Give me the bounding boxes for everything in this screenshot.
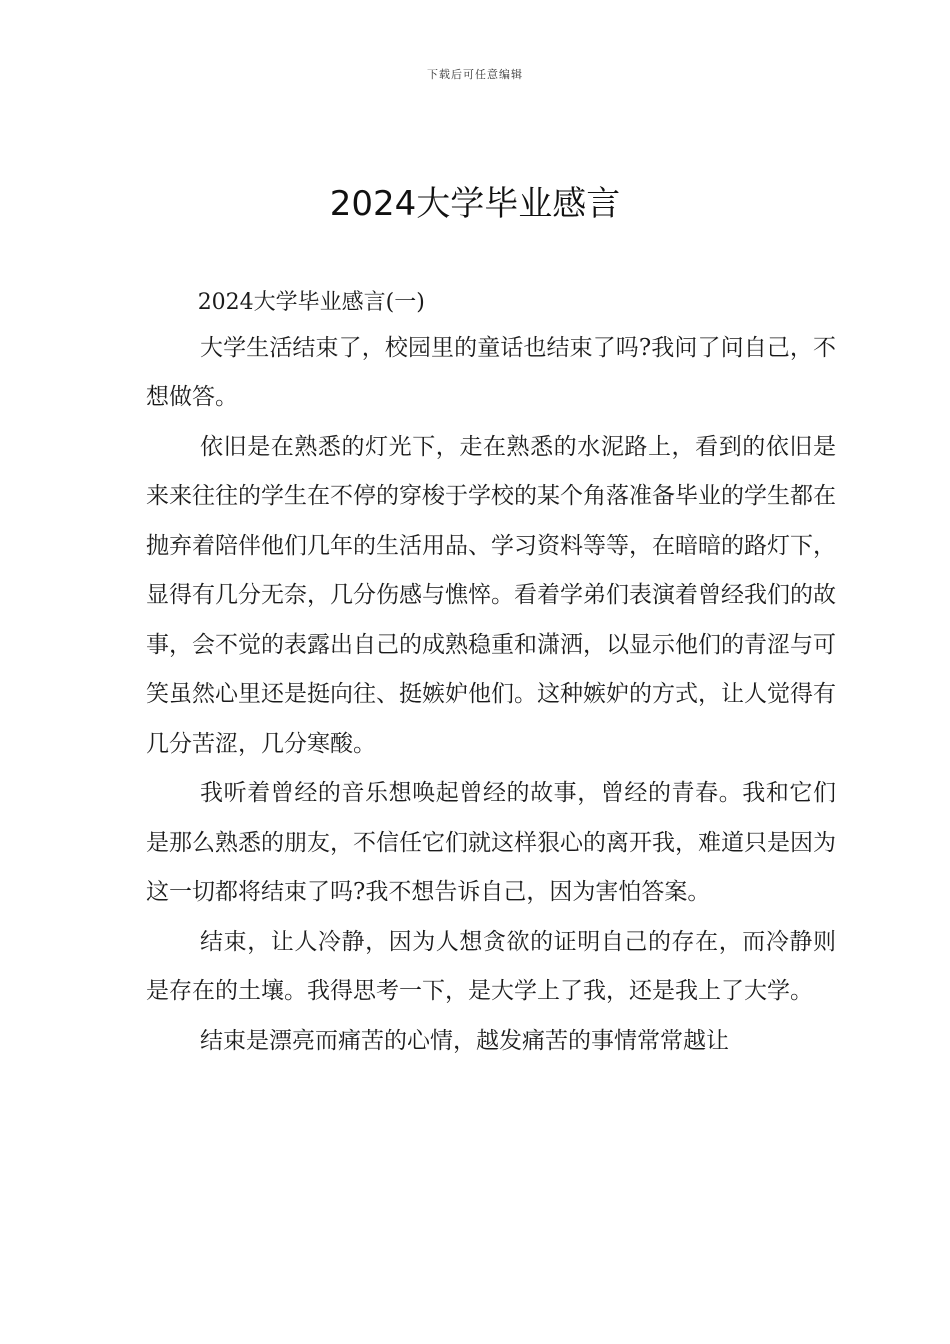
- paragraph-4: 结束，让人冷静，因为人想贪欲的证明自己的存在，而冷静则是存在的土壤。我得思考一下，是大学上了我，还是我上了大学。: [146, 928, 836, 1004]
- document-body: [146, 278, 836, 1066]
- header-note: 下载后可任意编辑: [427, 68, 523, 81]
- paragraph-5: 结束是漂亮而痛苦的心情，越发痛苦的事情常常越让: [200, 1027, 730, 1054]
- paragraph-3: 我听着曾经的音乐想唤起曾经的故事，曾经的青春。我和它们是那么熟悉的朋友，不信任它们就这样狠心的离开我，难道只是因为这一切都将结束了吗?我不想告诉自己，因为害怕答案。: [146, 780, 836, 905]
- paragraph-2: 依旧是在熟悉的灯光下，走在熟悉的水泥路上，看到的依旧是来来往往的学生在不停的穿梭于学校的某个角落准备毕业的学生都在抛弃着陪伴他们几年的生活用品、学习资料等等，在暗暗的路灯下，显得有几分无奈，几分伤感与憔悴。看着学弟们表演着曾经我们的故事，会不觉的表露出自己的成熟稳重和潇洒，以显示他们的青涩与可笑虽然心里还是挺向往、挺嫉妒他们。这种嫉妒的方式，让人觉得有几分苦涩，几分寒酸。: [146, 433, 836, 757]
- section-subtitle: 2024大学毕业感言(一): [197, 290, 425, 315]
- document-title: 2024大学毕业感言: [329, 184, 621, 224]
- paragraph-1: 大学生活结束了，校园里的童话也结束了吗?我问了问自己，不想做答。: [146, 334, 836, 410]
